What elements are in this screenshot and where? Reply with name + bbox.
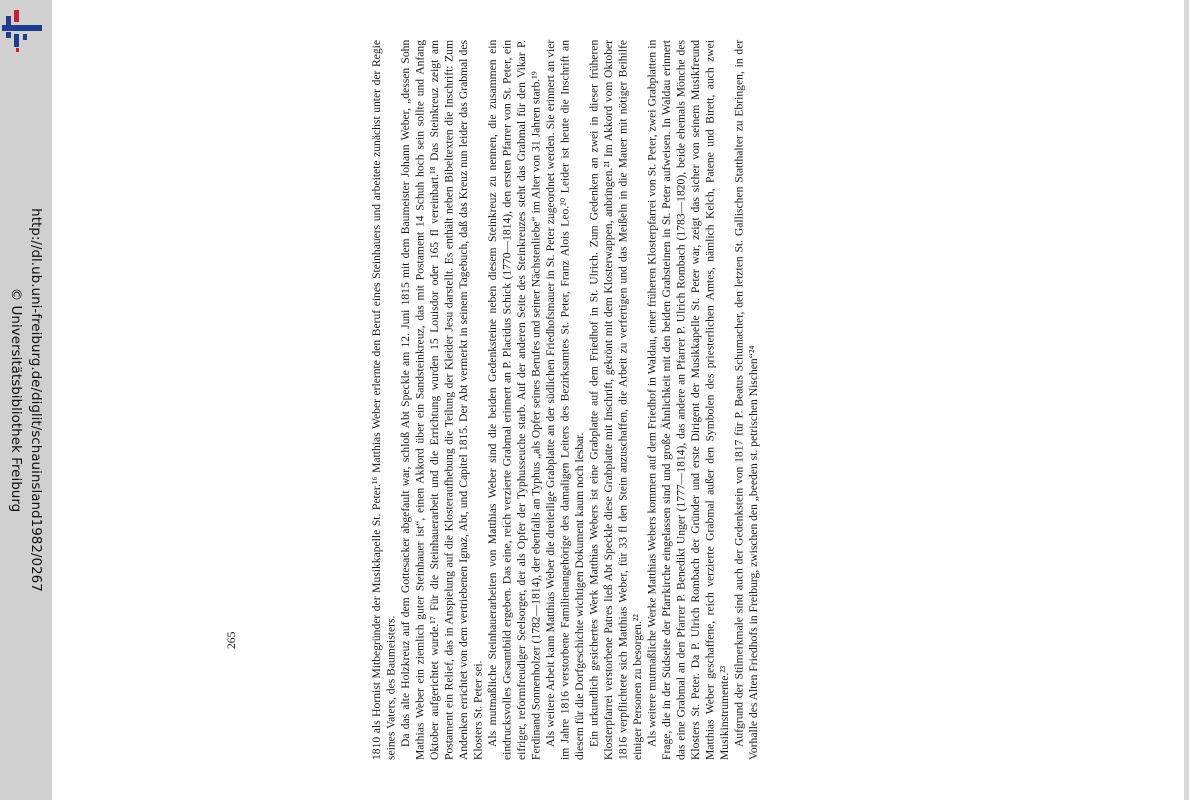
source-url-link[interactable]: http://dl.ub.uni-freiburg.de/diglit/schauinsland1982/0267 (28, 208, 44, 592)
paragraph: Als mutmaßliche Steinhauerarbeiten von Matthias Weber sind die beiden Gedenksteine neben diesem Steinkreuz zu nennen, die zusammen ein eindrucksvolles Gesamtbild ergeben. Das eine, reich verzierte Grabmal erinnert an P. Placidus Schick (1770—1814), den ersten Pfarrer von St. Peter, ein eifriger, reformfreudiger Seelsorger, der als Opfer der Typhusseuche starb. Auf der anderen Seite des Steinkreuzes steht das Grabmal für den Vikar P. Ferdinand Sonnenholzer (1782—1814), der ebenfalls an Typhus „als Opfer seines Berufes und seiner Nächstenliebe“ im Alter von 31 Jahren starb.¹⁹ (486, 40, 543, 760)
paragraph: Ein urkundlich gesichertes Werk Matthias Webers ist eine Grabplatte auf dem Friedhof in St. Ulrich. Zum Gedenken an zwei in dieser früheren Klosterpfarrei verstorbene Patres ließ Abt Speckle diese Grabplatte mit Inschrift, gekrönt mit dem Klosterwappen, anbringen.²¹ Im Akkord vom Oktober 1816 verpflichtete sich Matthias Weber, für 33 fl den Stein anzuschaffen, die Arbeit zu verfertigen und das Meißeln in die Mauer mit nötiger Beihilfe einiger Personen zu besorgen.²² (587, 40, 644, 760)
viewer-sidebar (0, 0, 52, 800)
copyright-notice: © Universitätsbibliothek Freiburg (8, 287, 24, 513)
right-edge-bar (1184, 0, 1189, 800)
sidebar-caption (6, 208, 46, 592)
page-number: 265 (225, 631, 238, 649)
body-text (370, 40, 870, 760)
paragraph: Als weitere Arbeit kann Matthias Weber die dreiteilige Grabplatte an der südlichen Friedhofsmauer in St. Peter zugeordnet werden. Sie erinnert an vier im Jahre 1816 verstorbene Familienangehörige des damaligen Leiters des Bezirksamtes St. Peter, Franz Alois Leo.²⁰ Leider ist heute die Inschrift an diesem für die Dorfgeschichte wichtigen Dokument kaum noch lesbar. (544, 40, 586, 760)
paragraph: Als weitere mutmaßliche Werke Matthias Webers kommen auf dem Friedhof in Waldau, einer früheren Klosterpfarrei von St. Peter, zwei Grabplatten in Frage, die in der Südseite der Pfarrkirche eingelassen sind und große Ähnlichkeit mit den beiden Grabsteinen in St. Peter aufweisen. In Waldau erinnert das eine Grabmal an den Pfarrer P. Benedikt Unger (1777—1814), das andere an Pfarrer P. Ulrich Rombach (1783—1820), beide ehemals Mönche des Klosters St. Peter. Da P. Ulrich Rombach der Gründer und erste Dirigent der Musikkapelle St. Peter war, zeigt das sicher von seinem Musikfreund Matthias Weber geschaffene, reich verzierte Grabmal außer den Symbolen des priesterlichen Amtes, nämlich Kelch, Patene und Birett, auch zwei Musikinstrumente.²³ (645, 40, 731, 760)
paragraph: Aufgrund der Stilmerkmale sind auch der Gedenkstein von 1817 für P. Beatus Schumacher, den letzten St. Gallischen Statthalter zu Ebringen, in der Vorhalle des Alten Friedhofs in Freiburg, zwischen den „beeden st. petrischen Nischen“²⁴ (732, 40, 760, 760)
paragraph: Da das alte Holzkreuz auf dem Gottesacker abgefault war, schloß Abt Speckle am 12. Juni 1815 mit dem Baumeister Johann Weber, „dessen Sohn Mathias Weber ein ziemlich guter Steinhauer ist“, einen Akkord über ein Sandsteinkreuz, das mit Postament 14 Schuh hoch sein sollte und Anfang Oktober aufgerichtet wurde.¹⁷ Für die Steinhauerarbeit und die Errichtung wurden 15 Louisdor oder 165 fl vereinbart.¹⁸ Das Steinkreuz zeigt am Postament ein Relief, das in Anspielung auf die Klosteraufhebung die Teilung der Kleider Jesu darstellt. Es enthält neben Bibeltexten die Inschrift: Zum Andenken errichtet von dem vertriebenen Ignaz, Abt, und Capitel 1815. Der Abt vermerkt in seinem Tagebuch, daß das Kreuz nun leider das Grabmal des Klosters St. Peter sei. (399, 40, 485, 760)
paragraph: 1810 als Hornist Mitbegründer der Musikkapelle St. Peter.¹⁶ Matthias Weber erlernte den Beruf eines Steinhauers und arbeitete zunächst unter der Regie seines Vaters, des Baumeisters. (370, 40, 398, 760)
university-library-logo-icon (2, 8, 46, 52)
scanned-page (225, 0, 1010, 800)
rotated-page-content (225, 40, 870, 760)
